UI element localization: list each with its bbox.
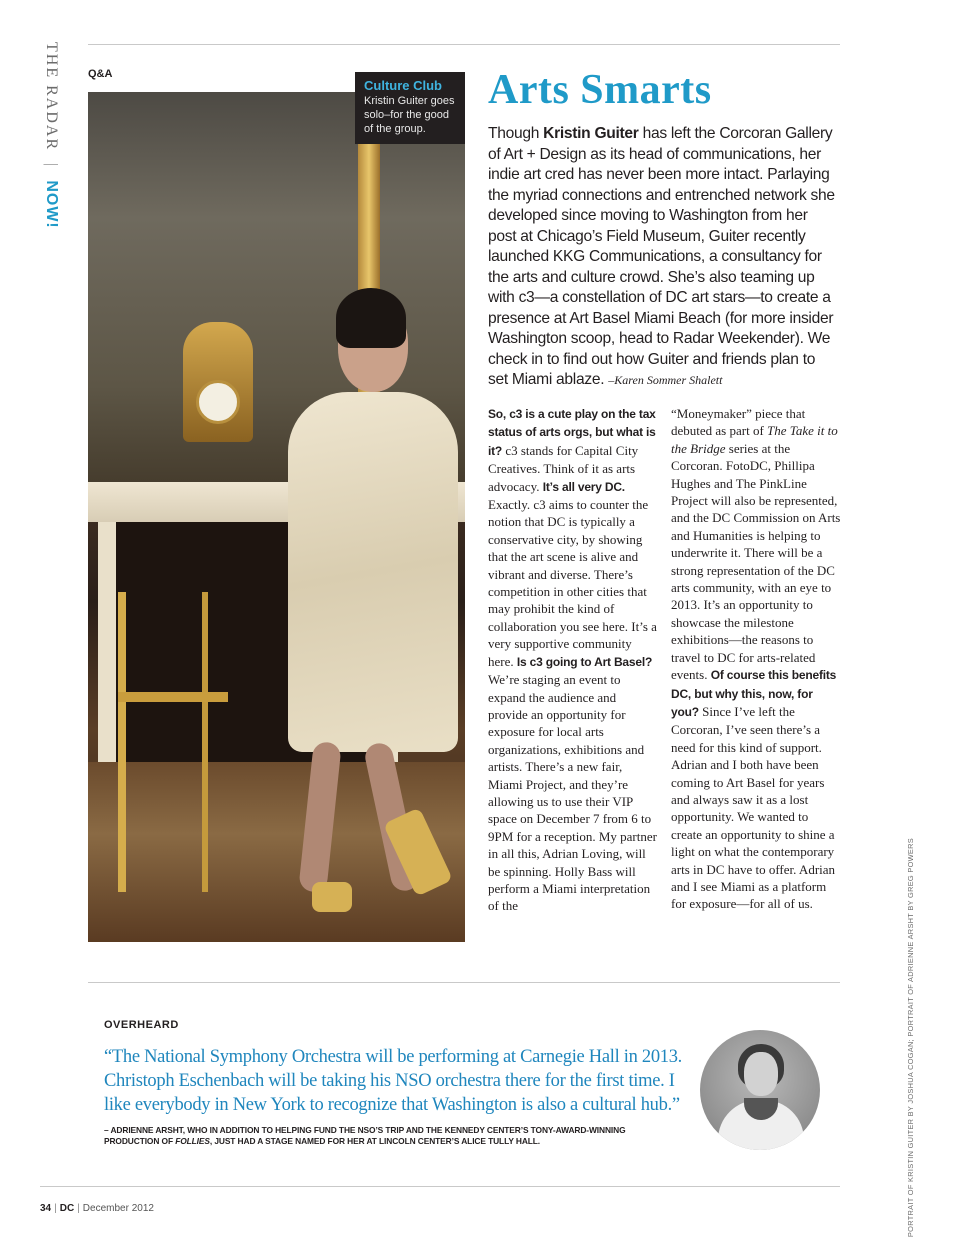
photo-credit: PORTRAIT OF KRISTIN GUITER BY JOSHUA COGAN; PORTRAIT OF ADRIENNE ARSHT BY GREG POWERS: [906, 838, 915, 1238]
section-tag: NOW!: [43, 180, 60, 229]
photo-shoe-left: [312, 882, 352, 912]
question-3: Of course this benefits DC, but why this, now, for you?: [671, 668, 837, 719]
intro-text-2: has left the Corcoran Gallery of Art + Design as its head of communications, her indie art cred has never been more intact. Parlaying the myriad connections and entrenched network she developed since moving to Washington from her post at Chicago’s Field Museum, Guiter recently launched KKG Communications, a consultancy for the arts and culture crowd. She’s also teaming up with c3—a constellation of DC art stars—to create a presence at Art Basel Miami Beach (for more insider Washington scoop, head to Radar Weekender). We check in to find out how Guiter and friends plan to set Miami ablaze.: [488, 125, 835, 388]
series-title: The Take it to the Bridge: [671, 423, 838, 456]
overheard-quote: “The National Symphony Orchestra will be performing at Carnegie Hall in 2013. Christoph Eschenbach will be taking his NSO orchestra there for the first time. I like everybody in New York to recognize that Washington is also a cultural hub.”: [104, 1047, 682, 1115]
byline: –Karen Sommer Shalett: [608, 373, 723, 387]
issue-date: December 2012: [82, 1203, 154, 1214]
answer-2b: “Moneymaker” piece that debuted as part of: [671, 406, 806, 439]
adrienne-arsht-portrait: [700, 1030, 820, 1150]
page-number: 34: [40, 1203, 52, 1214]
photo-clock-face: [196, 380, 240, 424]
answer-2c: series at the Corcoran. FotoDC, Phillipa Hughes and The PinkLine Project will also be represented, and the DC Commission on Arts and Humanities is helping to underwrite it. There will be a strong representation of the DC arts community, with an eye to 2013. It’s an opportunity to showcase the milestone exhibitions—the reasons to travel to DC for arts-related events.: [671, 440, 841, 683]
intro-paragraph: [488, 124, 838, 391]
answer-2a: We’re staging an event to expand the audience and provide an opportunity for exposure for local arts organizations, exhibitions and artists. There’s a new fair, Miami Project, and they’re allowing us to use their VIP space on December 7 from 6 to 9PM for a reception. My partner in all this, Adrian Loving, will be spinning. Holly Bass will perform a Miami interpretation of the: [488, 672, 657, 914]
attribution-text-1: – ADRIENNE ARSHT, WHO IN ADDITION TO HELPING FUND THE NSO’S TRIP AND THE KENNEDY CENTER’S TONY-AWARD-WINNING PRODUCTION OF: [104, 1125, 626, 1146]
photo-dress: [288, 392, 458, 752]
photo-hair: [336, 288, 406, 348]
attribution-title: FOLLIES: [175, 1136, 210, 1146]
photo-chair-rail: [118, 692, 228, 702]
caption-title: Culture Club: [364, 78, 442, 93]
qa-label: Q&A: [88, 68, 113, 80]
folio: [40, 1203, 154, 1214]
bottom-rule: [40, 1186, 840, 1187]
section-tab: [42, 42, 60, 229]
intro-name: Kristin Guiter: [543, 125, 639, 142]
top-rule: [88, 44, 840, 45]
answer-1a: c3 stands for Capital City Creatives. Think of it as arts advocacy.: [488, 442, 639, 494]
photo-caption: [355, 72, 465, 144]
mid-rule: [88, 982, 840, 983]
magazine-name: DC: [59, 1203, 75, 1214]
overheard-attribution: [104, 1125, 674, 1147]
section-separator: |: [43, 163, 60, 169]
interview-column-2: [671, 405, 841, 913]
folio-separator: |: [54, 1203, 57, 1214]
intro-text-1: Though: [488, 125, 544, 142]
answer-3: Since I’ve left the Corcoran, I’ve seen there’s a need for this kind of support. Adrian and I both have been coming to Art Basel for years and always saw it as a lost opportunity. We wanted to create an opportunity to shine a light on what the contemporary arts in DC have to offer. Adrian and I see Miami as a platform for exposure—for all of us.: [671, 703, 836, 912]
interview-column-1: [488, 405, 658, 915]
photo-chair: [118, 592, 208, 892]
question-2: Is c3 going to Art Basel?: [516, 654, 653, 669]
portrait-face: [744, 1052, 778, 1096]
section-name: THE RADAR: [43, 42, 60, 152]
question-1: So, c3 is a cute play on the tax status of arts orgs, but what is it?: [488, 407, 656, 458]
folio-separator-2: |: [77, 1203, 80, 1214]
headline: Arts Smarts: [488, 67, 712, 113]
overheard-label: OVERHEARD: [104, 1019, 179, 1031]
caption-text: Kristin Guiter goes solo–for the good of the group.: [364, 95, 455, 135]
attribution-text-2: , JUST HAD A STAGE NAMED FOR HER AT LINCOLN CENTER’S ALICE TULLY HALL.: [209, 1136, 541, 1146]
answer-1b: Exactly. c3 aims to counter the notion that DC is typically a conservative city, by showing that the art scene is alive and vibrant and diverse. There’s competition in other cities that may prohibit the kind of collaboration you see here. It’s a very supportive community here.: [488, 497, 657, 669]
question-1b: It’s all very DC.: [542, 479, 625, 494]
kristin-guiter-photo: [88, 92, 465, 942]
